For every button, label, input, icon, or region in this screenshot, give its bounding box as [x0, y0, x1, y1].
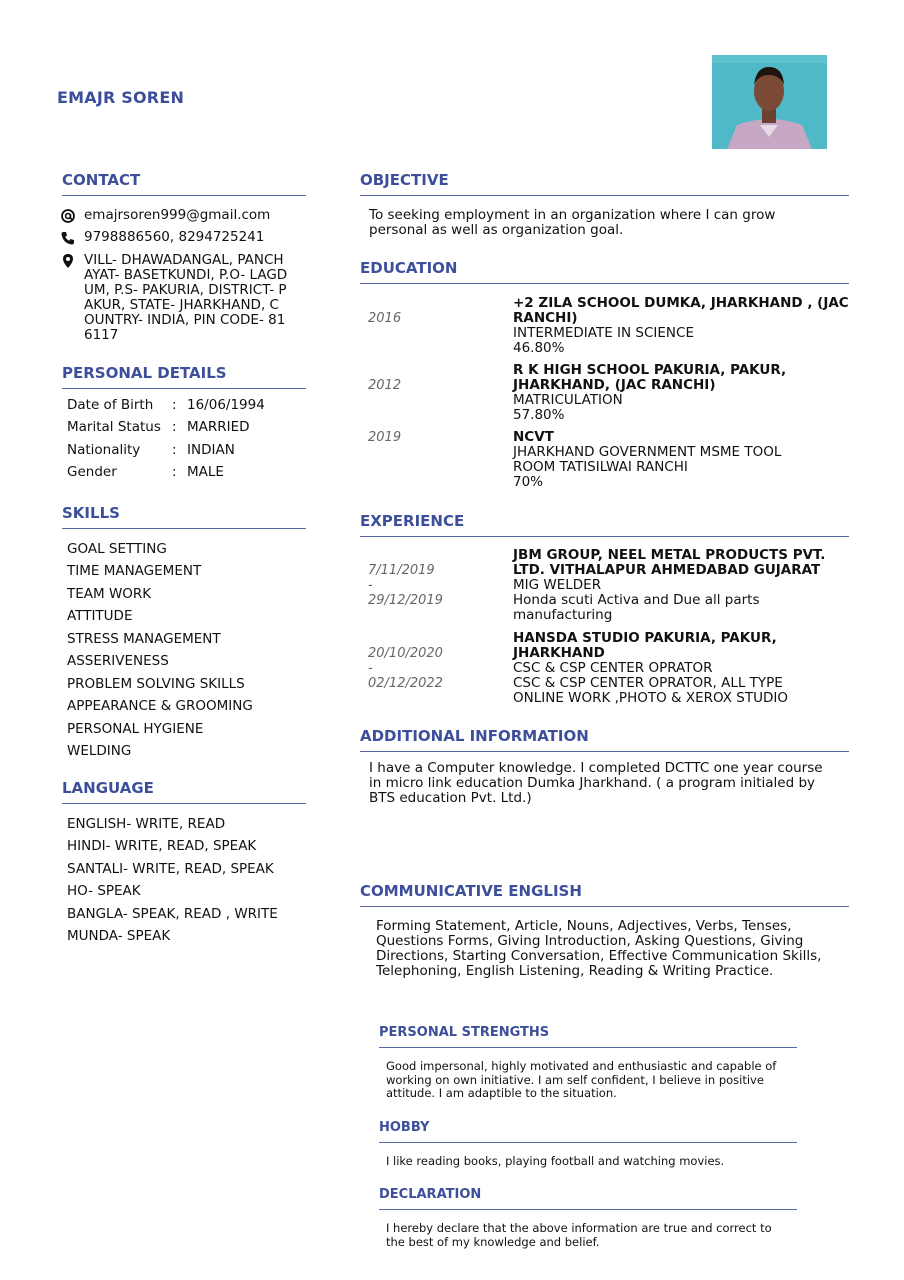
contact-address	[84, 253, 287, 343]
dob-separator: :	[172, 397, 177, 413]
experience-heading: EXPERIENCE	[360, 512, 465, 530]
additional-info-heading: ADDITIONAL INFORMATION	[360, 727, 589, 745]
declaration-line: the best of my knowledge and belief.	[386, 1234, 600, 1249]
address-line: VILL- DHAWADANGAL, PANCH	[84, 252, 284, 268]
education-school: R K HIGH SCHOOL PAKURIA, PAKUR,	[513, 362, 787, 378]
experience-detail: ONLINE WORK ,PHOTO & XEROX STUDIO	[513, 690, 788, 706]
experience-date: 20/10/2020	[368, 646, 443, 661]
personal-strengths-line: attitude. I am adaptible to the situation.	[386, 1086, 617, 1100]
skill-item: STRESS MANAGEMENT	[67, 631, 221, 647]
experience-detail: CSC & CSP CENTER OPRATOR, ALL TYPE	[513, 675, 783, 691]
nationality-label: Nationality	[67, 442, 141, 458]
experience-detail: Honda scuti Activa and Due all parts	[513, 592, 760, 608]
experience-date-dash: -	[368, 578, 373, 593]
contact-phone: 9798886560, 8294725241	[84, 229, 265, 245]
skill-item: APPEARANCE & GROOMING	[67, 698, 253, 714]
education-year: 2012	[368, 378, 402, 393]
education-detail: MATRICULATION	[513, 392, 623, 408]
hobby-text: I like reading books, playing football and watching movies.	[386, 1154, 725, 1168]
experience-company: JHARKHAND	[513, 645, 605, 661]
objective-text	[369, 208, 775, 238]
personal-details-heading: PERSONAL DETAILS	[62, 364, 227, 382]
skill-item: PROBLEM SOLVING SKILLS	[67, 676, 245, 692]
contact-divider	[62, 195, 306, 196]
skill-item: TIME MANAGEMENT	[67, 563, 202, 579]
education-detail: 46.80%	[513, 340, 565, 356]
additional-info-divider	[360, 751, 849, 752]
contact-email[interactable]: emajrsoren999@gmail.com	[84, 207, 271, 223]
language-heading: LANGUAGE	[62, 779, 154, 797]
experience-date: 02/12/2022	[368, 676, 443, 691]
objective-line: personal as well as organization goal.	[369, 222, 624, 238]
education-detail: ROOM TATISILWAI RANCHI	[513, 459, 688, 475]
communicative-english-line: Questions Forms, Giving Introduction, Asking Questions, Giving	[376, 933, 804, 949]
declaration-heading: DECLARATION	[379, 1187, 482, 1202]
skill-item: GOAL SETTING	[67, 541, 167, 557]
education-entry	[513, 296, 849, 356]
communicative-english-heading: COMMUNICATIVE ENGLISH	[360, 882, 582, 900]
education-school: +2 ZILA SCHOOL DUMKA, JHARKHAND , (JAC	[513, 295, 849, 311]
education-entry	[513, 363, 786, 423]
education-year: 2019	[368, 430, 402, 445]
skill-item: ASSERIVENESS	[67, 653, 169, 669]
objective-heading: OBJECTIVE	[360, 171, 449, 189]
personal-details-divider	[62, 388, 306, 389]
address-line: AYAT- BASETKUNDI, P.O- LAGD	[84, 267, 288, 283]
declaration-line: I hereby declare that the above information are true and correct to	[386, 1221, 772, 1235]
language-divider	[62, 803, 306, 804]
marital-status-label: Marital Status	[67, 419, 161, 435]
language-item: MUNDA- SPEAK	[67, 928, 171, 944]
candidate-name: EMAJR SOREN	[57, 88, 185, 107]
phone-icon	[60, 230, 76, 246]
experience-dates	[368, 563, 443, 608]
language-item: ENGLISH- WRITE, READ	[67, 816, 226, 832]
gender-label: Gender	[67, 464, 117, 480]
experience-dates	[368, 646, 443, 691]
experience-company: LTD. VITHALAPUR AHMEDABAD GUJARAT	[513, 562, 821, 578]
experience-entry	[513, 548, 825, 623]
declaration-text	[386, 1222, 772, 1249]
education-detail: INTERMEDIATE IN SCIENCE	[513, 325, 694, 341]
education-school: JHARKHAND, (JAC RANCHI)	[513, 377, 716, 393]
communicative-english-line: Forming Statement, Article, Nouns, Adjectives, Verbs, Tenses,	[376, 918, 792, 934]
education-year: 2016	[368, 311, 402, 326]
skill-item: ATTITUDE	[67, 608, 133, 624]
objective-divider	[360, 195, 849, 196]
at-icon	[60, 208, 76, 224]
communicative-english-line: Telephoning, English Listening, Reading & Writing Practice.	[376, 963, 774, 979]
hobby-divider	[379, 1142, 797, 1143]
language-item: SANTALI- WRITE, READ, SPEAK	[67, 861, 274, 877]
communicative-english-text	[376, 919, 821, 979]
address-line: 6117	[84, 327, 119, 343]
skills-heading: SKILLS	[62, 504, 120, 522]
experience-detail: MIG WELDER	[513, 577, 602, 593]
dob-value: 16/06/1994	[187, 397, 265, 413]
address-line: OUNTRY- INDIA, PIN CODE- 81	[84, 312, 286, 328]
nationality-value: INDIAN	[187, 442, 235, 458]
address-line: UM, P.S- PAKURIA, DISTRICT- P	[84, 282, 287, 298]
profile-photo	[712, 55, 827, 149]
experience-entry	[513, 631, 788, 706]
language-item: HO- SPEAK	[67, 883, 141, 899]
education-detail: 57.80%	[513, 407, 565, 423]
education-detail: 70%	[513, 474, 544, 490]
language-item: HINDI- WRITE, READ, SPEAK	[67, 838, 257, 854]
personal-strengths-heading: PERSONAL STRENGTHS	[379, 1025, 550, 1040]
skill-item: WELDING	[67, 743, 132, 759]
personal-strengths-line: working on own initiative. I am self confident, I believe in positive	[386, 1072, 764, 1087]
personal-strengths-text	[386, 1060, 776, 1101]
experience-date: 7/11/2019	[368, 563, 435, 578]
additional-info-line: in micro link education Dumka Jharkhand. ( a program initialed by	[369, 775, 816, 791]
objective-line: To seeking employment in an organization where I can grow	[369, 207, 776, 223]
additional-info-line: BTS education Pvt. Ltd.)	[369, 790, 532, 806]
education-entry	[513, 430, 781, 490]
nationality-separator: :	[172, 442, 177, 458]
skill-item: PERSONAL HYGIENE	[67, 721, 204, 737]
gender-separator: :	[172, 464, 177, 480]
contact-heading: CONTACT	[62, 171, 141, 189]
language-item: BANGLA- SPEAK, READ , WRITE	[67, 906, 278, 922]
personal-strengths-line: Good impersonal, highly motivated and enthusiastic and capable of	[386, 1059, 777, 1073]
additional-info-text	[369, 761, 823, 806]
declaration-divider	[379, 1209, 797, 1210]
skills-divider	[62, 528, 306, 529]
hobby-heading: HOBBY	[379, 1120, 430, 1135]
education-detail: JHARKHAND GOVERNMENT MSME TOOL	[513, 444, 782, 460]
communicative-english-line: Directions, Starting Conversation, Effective Communication Skills,	[376, 948, 822, 964]
experience-divider	[360, 536, 849, 537]
address-line: AKUR, STATE- JHARKHAND, C	[84, 297, 279, 313]
experience-detail: manufacturing	[513, 607, 613, 623]
gender-value: MALE	[187, 464, 224, 480]
personal-strengths-divider	[379, 1047, 797, 1048]
experience-detail: CSC & CSP CENTER OPRATOR	[513, 660, 713, 676]
communicative-english-divider	[360, 906, 849, 907]
education-school: RANCHI)	[513, 310, 578, 326]
education-heading: EDUCATION	[360, 259, 458, 277]
marital-status-value: MARRIED	[187, 419, 250, 435]
additional-info-line: I have a Computer knowledge. I completed DCTTC one year course	[369, 760, 823, 776]
education-school: NCVT	[513, 429, 554, 445]
dob-label: Date of Birth	[67, 397, 154, 413]
experience-company: HANSDA STUDIO PAKURIA, PAKUR,	[513, 630, 777, 646]
experience-date: 29/12/2019	[368, 593, 443, 608]
experience-date-dash: -	[368, 661, 373, 676]
education-divider	[360, 283, 849, 284]
skill-item: TEAM WORK	[67, 586, 152, 602]
location-pin-icon	[60, 253, 76, 269]
marital-status-separator: :	[172, 419, 177, 435]
experience-company: JBM GROUP, NEEL METAL PRODUCTS PVT.	[513, 547, 826, 563]
